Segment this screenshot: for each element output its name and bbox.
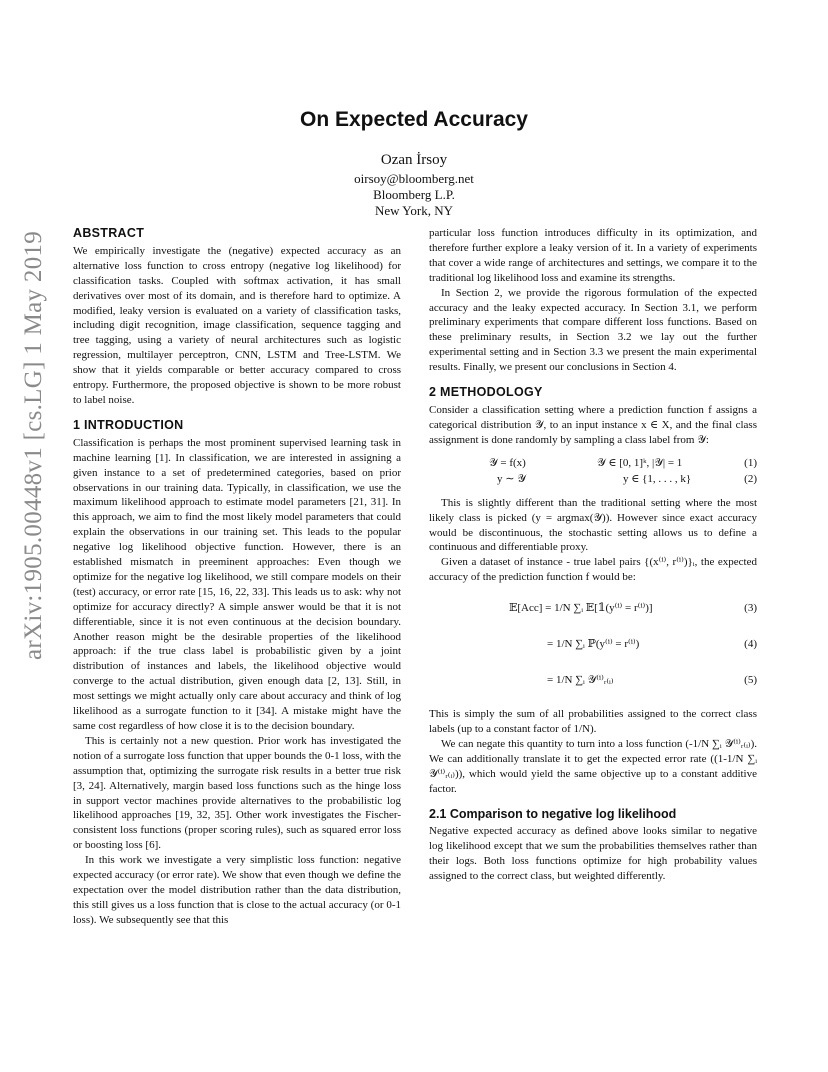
methodology-heading: 2 METHODOLOGY — [429, 385, 543, 400]
equation-1-number: (1) — [744, 456, 757, 469]
comparison-paragraph-1: Negative expected accuracy as defined above looks similar to negative log likelihood except that we sum the probabilities themselves rather than their logs. Both loss functions optimize for high probability values assigned to the correct class, but weighted differently. — [429, 825, 757, 883]
equation-4-number: (4) — [744, 638, 757, 651]
methodology-paragraph-4: This is simply the sum of all probabilities assigned to the correct class labels (up to a constant factor of 1/N). — [429, 708, 757, 736]
methodology-paragraph-1: Consider a classification setting where a prediction function f assigns a categorical distribution 𝒴, to an input instance x ∈ X, and the final class assignment is done randomly by sampling a class label from 𝒴: — [429, 403, 757, 446]
equation-2-left: y ∼ 𝒴 — [497, 472, 526, 485]
equation-5 — [429, 663, 757, 699]
equation-1-right: 𝒴 ∈ [0, 1]ᵏ, |𝒴| = 1 — [597, 456, 683, 469]
author-location: New York, NY — [374, 203, 453, 218]
intro-paragraph-2: This is certainly not a new question. Prior work has investigated the notion of a surrogate loss function that upper bounds the 0-1 loss, with the assumption that, optimizing the surrogate risk results in a better true risk [3, 24]. Alternatively, margin based loss functions such as the hinge loss in support vector machines provide alternatives to the probabilistic log likelihood approaches [19, 32, 35]. Other work investigates the Fischer-consistent loss functions (proper scoring rules), such as squared error loss or boosting loss [6]. — [73, 734, 401, 852]
intro-paragraph-4: particular loss function introduces difficulty in its optimization, and therefore further explore a leaky version of it. In a variety of experiments that cover a wide range of architectures and settings, we compare it to the traditional log likelihood loss and examine its strengths. — [429, 227, 757, 284]
methodology-paragraph-2: This is slightly different than the traditional setting where the most likely class is picked (y = argmax(𝒴)). However since exact accuracy would be discontinuous, the stochastic setting allows us to define a continuous and differentiable proxy. — [429, 496, 757, 554]
equation-2-right: y ∈ {1, . . . , k} — [623, 472, 692, 485]
intro-paragraph-5: In Section 2, we provide the rigorous formulation of the expected accuracy and the leaky expected accuracy. In Section 3.1, we perform preliminary experiments that compare different loss functions. Based on these preliminary results, in Section 3.2 we lay out the further experimental setting and in Section 3.3 we present the main experimental results. Finally, we present our conclusions in Section 4. — [429, 286, 757, 374]
equation-3-number: (3) — [744, 602, 757, 615]
methodology-paragraph-5: We can negate this quantity to turn into a loss function (-1/N ∑ᵢ 𝒴⁽ⁱ⁾ᵣ₍ᵢ₎). We can additionally translate it to get the expected error rate ((1-1/N ∑ᵢ 𝒴⁽ⁱ⁾ᵣ₍ᵢ₎)), which would yield the same objective up to a constant additive factor. — [429, 737, 757, 795]
author-name: Ozan İrsoy — [380, 152, 448, 168]
paper-title: On Expected Accuracy — [300, 108, 528, 131]
intro-paragraph-1: Classification is perhaps the most prominent supervised learning task in machine learning [1]. In classification, we are interested in assigning a given instance to a set of predetermined categories, based on prior observations in our training data. Typically, in classification, we use the maximum likelihood approach to estimate model parameters [21, 31]. In this approach, we aim to find the most likely model parameters that could explain the observations in our training set. This leads to the popular negative log likelihood objective function. However, there is an established mismatch in preeminent approaches: Even though we optimize for the negative log likelihood, we still compare models on their (test) accuracy, or error rate [15, 16, 22, 33]. This leads us to ask: why not optimize for accuracy directly? A simple answer would be that it is not differentiable, since it is not even continuous at the decision boundary. Another reason might be the desirable properties of the likelihood approach: if the true class label is probabilistic given by a joint distribution of instances and labels, the likelihood objective would converge to the actual distribution, given enough data [2, 13]. Still, in most settings we might actually only care about accuracy and think of log likelihood as a surrogate function to it [34]. A mistake might have the same cost regardless of how close it is to the decision boundary. — [73, 436, 401, 732]
equation-5-number: (5) — [744, 674, 757, 687]
abstract-text: We empirically investigate the (negative) expected accuracy as an alternative loss function to cross entropy (negative log likelihood) for classification tasks. Coupled with softmax activation, it has small derivatives over most of its domain, and is therefore hard to optimize. A modified, leaky version is evaluated on a variety of classification tasks, including digit recognition, image classification, sequence tagging and tree tagging, using a variety of neural architectures such as logistic regression, multilayer perceptron, CNN, LSTM and Tree-LSTM. We show that it yields comparable or better accuracy compared to cross entropy. Furthermore, the proposed objective is shown to be more robust to label noise. — [73, 244, 401, 406]
equation-1-left: 𝒴 = f(x) — [489, 456, 526, 469]
equation-4 — [429, 627, 757, 663]
equation-2 — [429, 472, 757, 488]
abstract-heading: ABSTRACT — [73, 226, 145, 240]
left-column — [73, 226, 401, 928]
methodology-paragraph-3: Given a dataset of instance - true label pairs {(x⁽ⁱ⁾, r⁽ⁱ⁾)}ᵢ, the expected accuracy of the prediction function f would be: — [429, 556, 757, 584]
equation-2-number: (2) — [744, 472, 757, 485]
arxiv-stamp: arXiv:1905.00448v1 [cs.LG] 1 May 2019 — [20, 230, 47, 660]
author-email: oirsoy@bloomberg.net — [354, 171, 474, 186]
equation-3 — [429, 591, 757, 627]
intro-paragraph-3: In this work we investigate a very simplistic loss function: negative expected accuracy (or error rate). We show that even though we define the expectation over the model distribution rather than the data distribution, this still gives us a loss function that is close to the actual accuracy (or 0-1 loss). We subsequently see that this — [73, 854, 401, 926]
equation-5-body: = 1/N ∑ᵢ 𝒴⁽ⁱ⁾ᵣ₍ᵢ₎ — [547, 674, 614, 687]
author-affiliation: Bloomberg L.P. — [373, 187, 455, 202]
equation-3-body: 𝔼[Acc] = 1/N ∑ᵢ 𝔼[𝟙(y⁽ⁱ⁾ = r⁽ⁱ⁾)] — [509, 602, 653, 615]
intro-heading: 1 INTRODUCTION — [73, 417, 184, 432]
equation-1 — [429, 456, 757, 472]
comparison-heading: 2.1 Comparison to negative log likelihood — [429, 806, 677, 821]
right-column — [429, 226, 757, 884]
equation-4-body: = 1/N ∑ᵢ ℙ(y⁽ⁱ⁾ = r⁽ⁱ⁾) — [547, 638, 640, 651]
